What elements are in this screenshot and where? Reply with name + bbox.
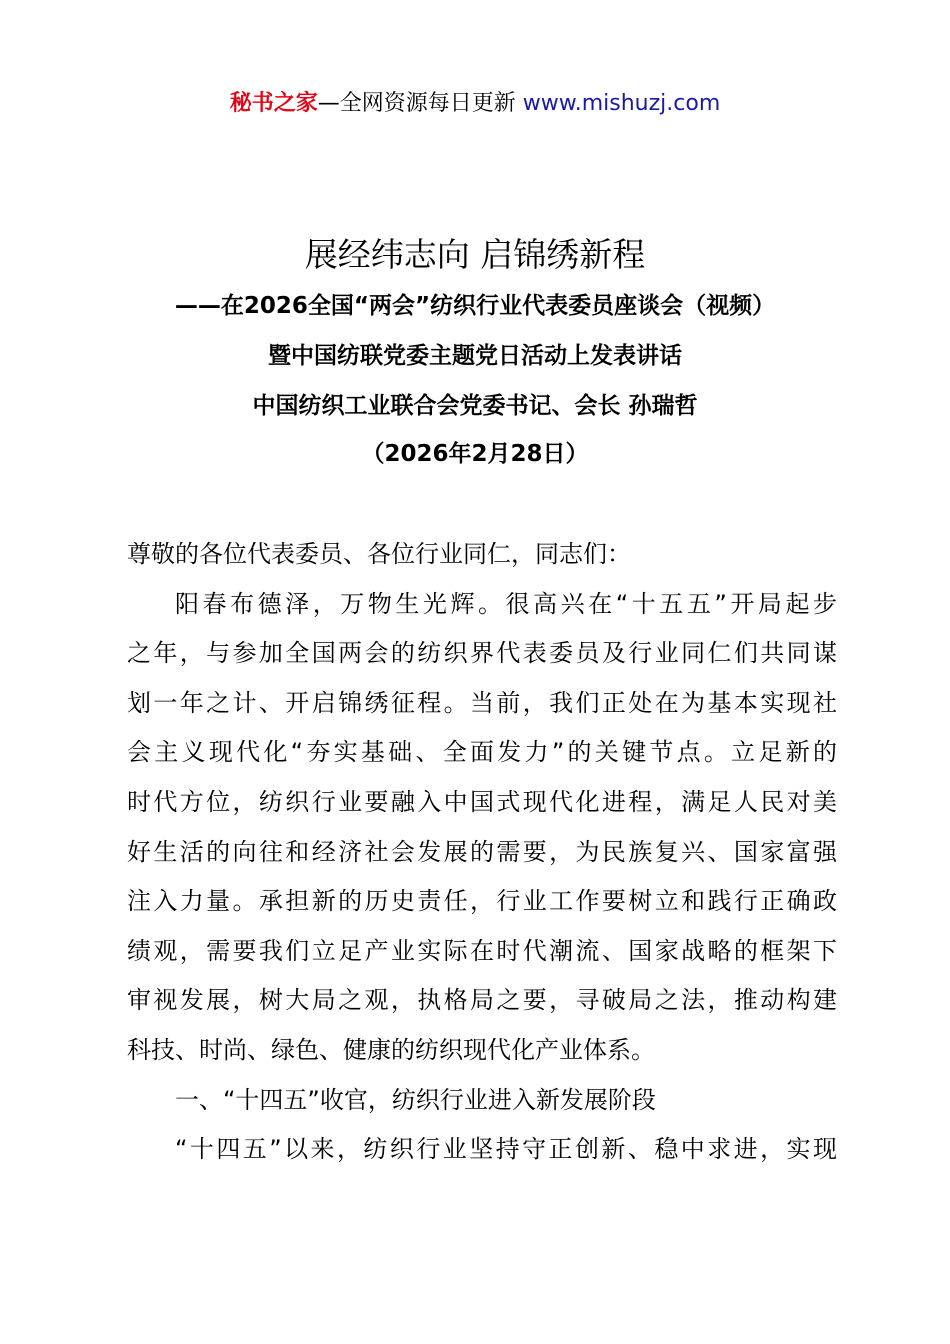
- paragraph-1-line: 绩观，需要我们立足产业实际在时代潮流、国家战略的框架下: [127, 936, 837, 965]
- paragraph-1-line: 阳春布德泽，万物生光辉。很高兴在“十五五”开局起步: [175, 589, 837, 618]
- site-tagline: —全网资源每日更新: [317, 91, 523, 116]
- paragraph-2-line: “十四五”以来，纺织行业坚持守正创新、稳中求进，实现: [175, 1135, 837, 1164]
- document-title: 展经纬志向 启锦绣新程: [304, 235, 646, 274]
- paragraph-1-line: 审视发展，树大局之观，执格局之要，寻破局之法，推动构建: [127, 986, 837, 1015]
- site-header: [0, 88, 950, 120]
- paragraph-1-line: 时代方位，纺织行业要融入中国式现代化进程，满足人民对美: [127, 787, 837, 816]
- paragraph-1-line: 好生活的向往和经济社会发展的需要，为民族复兴、国家富强: [127, 837, 837, 866]
- paragraph-1-line: 之年，与参加全国两会的纺织界代表委员及行业同仁们共同谋: [127, 639, 837, 668]
- subtitle-line-1: ——在2026全国“两会”纺织行业代表委员座谈会（视频）: [174, 293, 776, 319]
- site-brand: 秘书之家: [229, 91, 318, 116]
- document-body: [127, 530, 837, 1175]
- paragraph-1-line: 会主义现代化“夯实基础、全面发力”的关键节点。立足新的: [127, 738, 837, 767]
- paragraph-1-line: 划一年之计、开启锦绣征程。当前，我们正处在为基本实现社: [127, 688, 837, 717]
- paragraph-1-line: 注入力量。承担新的历史责任，行业工作要树立和践行正确政: [127, 887, 837, 916]
- salutation: 尊敬的各位代表委员、各位行业同仁，同志们：: [127, 540, 631, 568]
- paragraph-1-line: 科技、时尚、绿色、健康的纺织现代化产业体系。: [127, 1035, 655, 1064]
- section-1-heading: 一、“十四五”收官，纺织行业进入新发展阶段: [175, 1085, 656, 1114]
- site-url-link[interactable]: www.mishuzj.com: [522, 91, 721, 116]
- speaker-line: 中国纺织工业联合会党委书记、会长 孙瑞哲: [252, 393, 698, 419]
- subtitle-line-2: 暨中国纺联党委主题党日活动上发表讲话: [268, 343, 682, 369]
- date-line: （2026年2月28日）: [361, 441, 589, 467]
